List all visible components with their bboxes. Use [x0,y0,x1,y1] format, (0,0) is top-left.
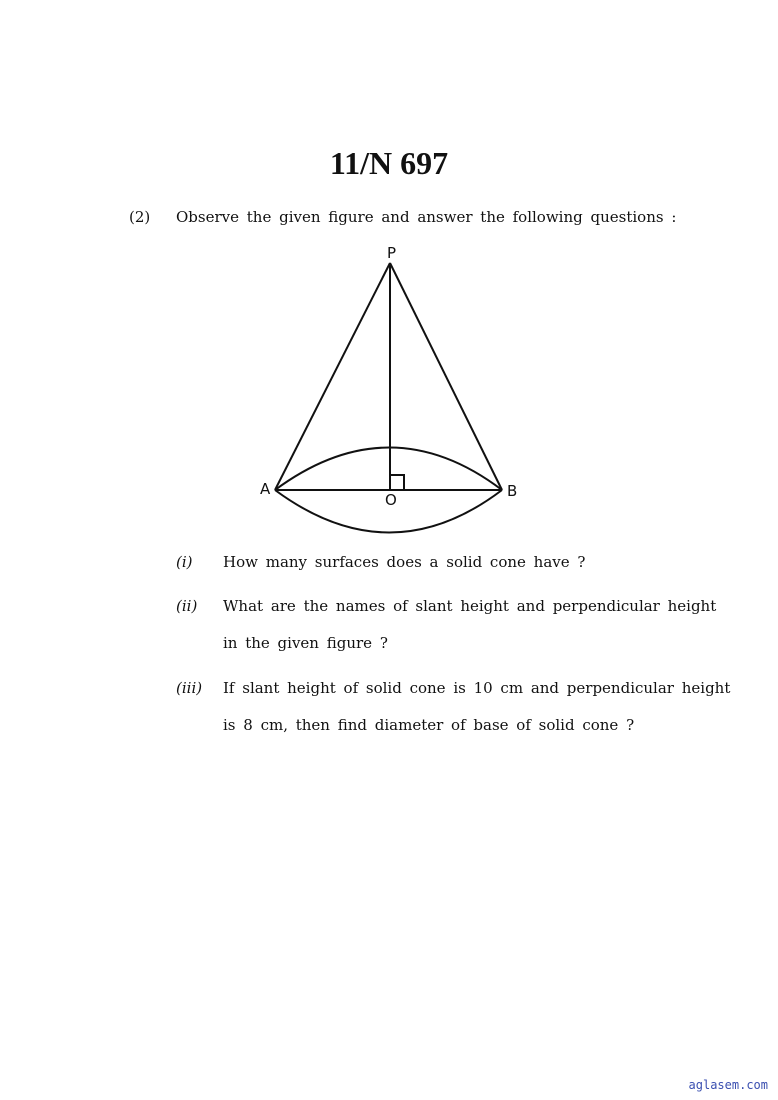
label-a: A [260,480,271,498]
base-upper-arc [275,448,502,491]
question-number: (2) [129,208,151,226]
slant-side-pa [275,263,390,490]
label-o: O [385,491,397,509]
right-angle-marker [390,475,404,490]
label-b: B [507,482,518,500]
subquestion-text-continued: is 8 cm, then find diameter of base of solid cone ? [223,716,635,734]
subquestion-number: (iii) [176,679,203,697]
subquestion-text: How many surfaces does a solid cone have ? [223,553,586,571]
label-p: P [387,244,397,262]
watermark: aglasem.com [688,1078,768,1092]
subquestion-text-continued: in the given figure ? [223,634,388,652]
subquestion-text: What are the names of slant height and perpendicular height [223,597,717,615]
subquestion-number: (ii) [176,597,198,615]
question-stem: Observe the given figure and answer the following questions : [176,208,677,226]
cone-diagram [250,238,530,538]
cone-figure [250,238,530,538]
subquestion-text: If slant height of solid cone is 10 cm and perpendicular height [223,679,731,697]
subquestion-number: (i) [176,553,193,571]
slant-side-pb [390,263,502,490]
page-code: 11/N 697 [329,145,449,181]
